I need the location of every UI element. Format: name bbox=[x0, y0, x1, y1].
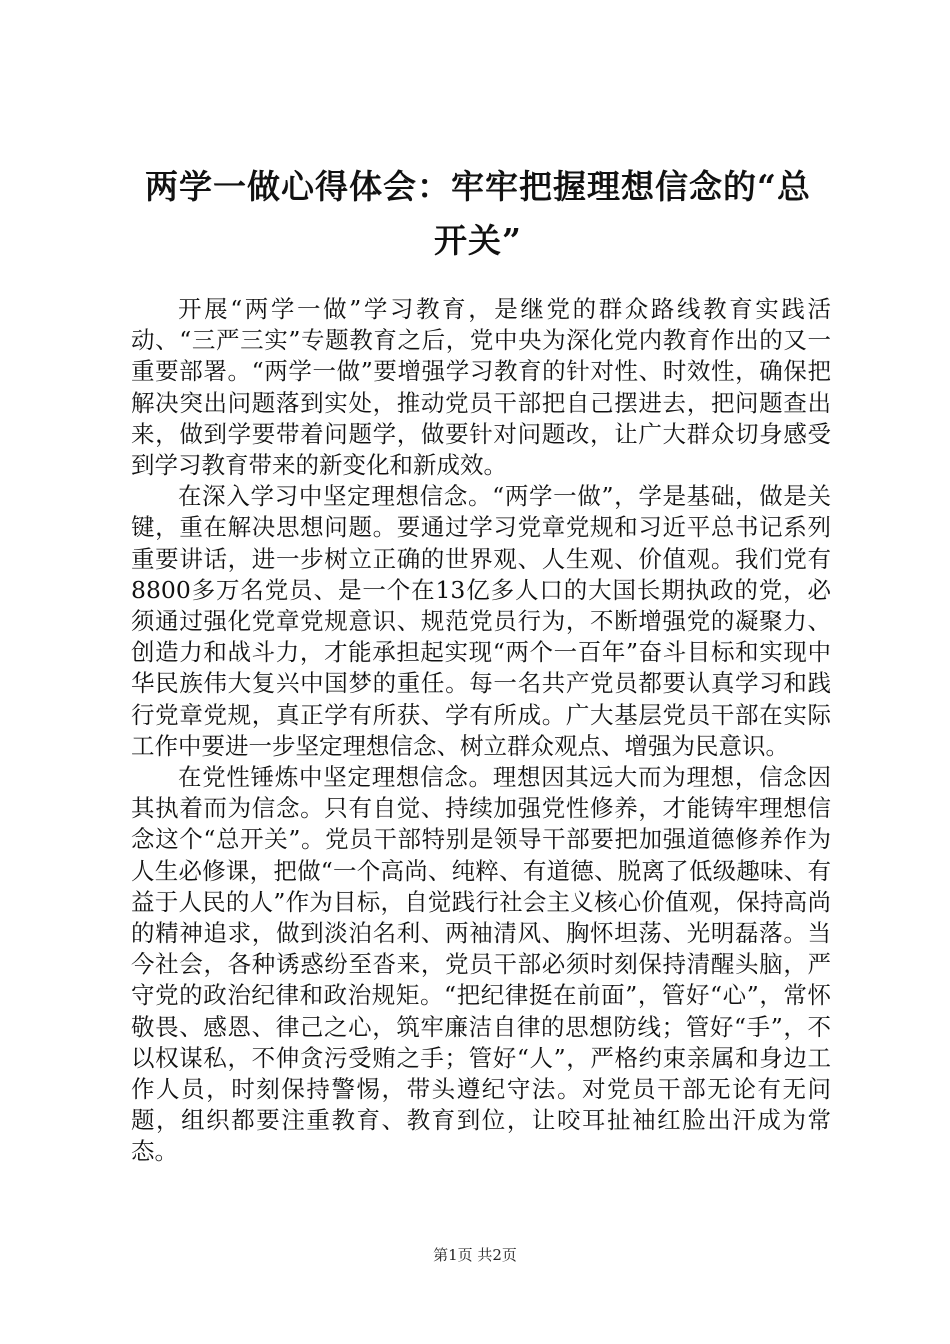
paragraph-2: 在深入学习中坚定理想信念。“两学一做”，学是基础，做是关键，重在解决思想问题。要通过学习党章党规和习近平总书记系列重要讲话，进一步树立正确的世界观、人生观、价值观。我们党有8800多万名党员、是一个在13亿多人口的大国长期执政的党，必须通过强化党章党规意识、规范党员行为，不断增强党的凝聚力、创造力和战斗力，才能承担起实现“两个一百年”奋斗目标和实现中华民族伟大复兴中国梦的重任。每一名共产党员都要认真学习和践行党章党规，真正学有所获、学有所成。广大基层党员干部在实际工作中要进一步坚定理想信念、树立群众观点、增强为民意识。 bbox=[131, 482, 831, 760]
document-title bbox=[128, 160, 828, 268]
title-line-1: 两学一做心得体会：牢牢把握理想信念的“总 bbox=[145, 167, 811, 206]
paragraph-1: 开展“两学一做”学习教育，是继党的群众路线教育实践活动、“三严三实”专题教育之后，党中央为深化党内教育作出的又一重要部署。“两学一做”要增强学习教育的针对性、时效性，确保把解决突出问题落到实处，推动党员干部把自己摆进去，把问题查出来，做到学要带着问题学，做要针对问题改，让广大群众切身感受到学习教育带来的新变化和新成效。 bbox=[131, 295, 831, 480]
page-footer: 第1页 共2页 bbox=[433, 1246, 517, 1264]
paragraph-3: 在党性锤炼中坚定理想信念。理想因其远大而为理想，信念因其执着而为信念。只有自觉、持续加强党性修养，才能铸牢理想信念这个“总开关”。党员干部特别是领导干部要把加强道德修养作为人生必修课，把做“一个高尚、纯粹、有道德、脱离了低级趣味、有益于人民的人”作为目标，自觉践行社会主义核心价值观，保持高尚的精神追求，做到淡泊名利、两袖清风、胸怀坦荡、光明磊落。当今社会，各种诱惑纷至沓来，党员干部必须时刻保持清醒头脑，严守党的政治纪律和政治规矩。“把纪律挺在前面”，管好“心”，常怀敬畏、感恩、律己之心，筑牢廉洁自律的思想防线；管好“手”，不以权谋私，不伸贪污受贿之手；管好“人”，严格约束亲属和身边工作人员，时刻保持警惕，带头遵纪守法。对党员干部无论有无问题，组织都要注重教育、教育到位，让咬耳扯袖红脸出汗成为常态。 bbox=[131, 763, 831, 1166]
title-line-2: 开关” bbox=[434, 221, 522, 260]
document-body bbox=[131, 294, 831, 1168]
